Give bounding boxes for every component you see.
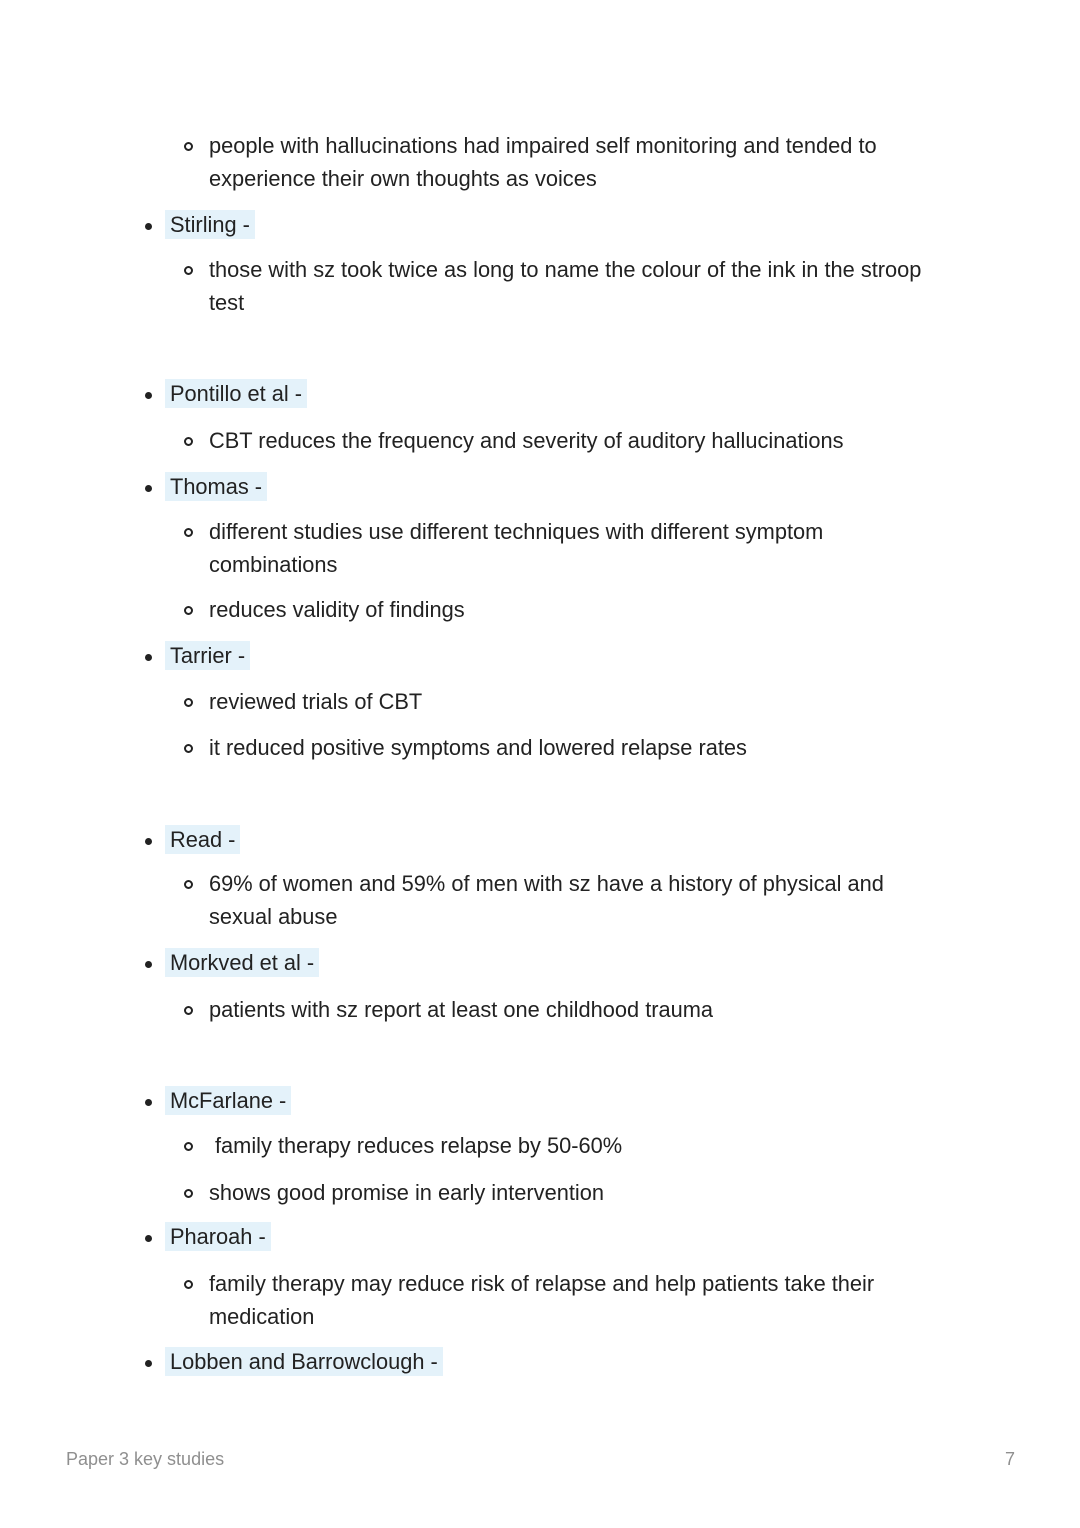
footer-page-number: 7	[1004, 1449, 1015, 1469]
study-point: patients with sz report at least one childhood trauma	[209, 997, 714, 1022]
study-heading: Lobben and Barrowclough -	[165, 1347, 443, 1376]
study-heading: Pharoah -	[165, 1222, 271, 1251]
bullet-icon	[145, 1360, 152, 1367]
study-heading: McFarlane -	[165, 1086, 291, 1115]
study-point: different studies use different techniques with different symptom combinations	[209, 519, 824, 577]
sub-bullet-icon	[184, 698, 193, 707]
bullet-icon	[145, 1099, 152, 1106]
bullet-icon	[145, 1235, 152, 1242]
bullet-icon	[145, 392, 152, 399]
study-point: it reduced positive symptoms and lowered relapse rates	[209, 735, 747, 760]
study-point: those with sz took twice as long to name the colour of the ink in the stroop test	[209, 257, 922, 315]
study-point: people with hallucinations had impaired self monitoring and tended to experience their own thoughts as voices	[209, 133, 877, 191]
study-point: shows good promise in early intervention	[209, 1180, 604, 1205]
bullet-icon	[145, 223, 152, 230]
sub-bullet-icon	[184, 1280, 193, 1289]
study-heading: Read -	[165, 825, 240, 854]
bullet-icon	[145, 654, 152, 661]
sub-bullet-icon	[184, 437, 193, 446]
bullet-icon	[145, 838, 152, 845]
study-point: family therapy reduces relapse by 50-60%	[215, 1133, 623, 1158]
sub-bullet-icon	[184, 880, 193, 889]
study-point: family therapy may reduce risk of relapse and help patients take their medication	[209, 1271, 875, 1329]
study-heading: Pontillo et al -	[165, 379, 307, 408]
bullet-icon	[145, 485, 152, 492]
sub-bullet-icon	[184, 1006, 193, 1015]
study-point: reduces validity of findings	[209, 597, 465, 622]
sub-bullet-icon	[184, 142, 193, 151]
study-point: CBT reduces the frequency and severity of auditory hallucinations	[209, 428, 844, 453]
study-heading: Thomas -	[165, 472, 267, 501]
study-heading: Morkved et al -	[165, 948, 319, 977]
study-point: reviewed trials of CBT	[209, 689, 423, 714]
sub-bullet-icon	[184, 266, 193, 275]
footer-document-title: Paper 3 key studies	[66, 1449, 225, 1469]
sub-bullet-icon	[184, 528, 193, 537]
sub-bullet-icon	[184, 1142, 193, 1151]
sub-bullet-icon	[184, 744, 193, 753]
study-point: 69% of women and 59% of men with sz have a history of physical and sexual abuse	[209, 871, 884, 929]
study-heading: Stirling -	[165, 210, 255, 239]
bullet-icon	[145, 961, 152, 968]
sub-bullet-icon	[184, 1189, 193, 1198]
study-heading: Tarrier -	[165, 641, 250, 670]
sub-bullet-icon	[184, 606, 193, 615]
